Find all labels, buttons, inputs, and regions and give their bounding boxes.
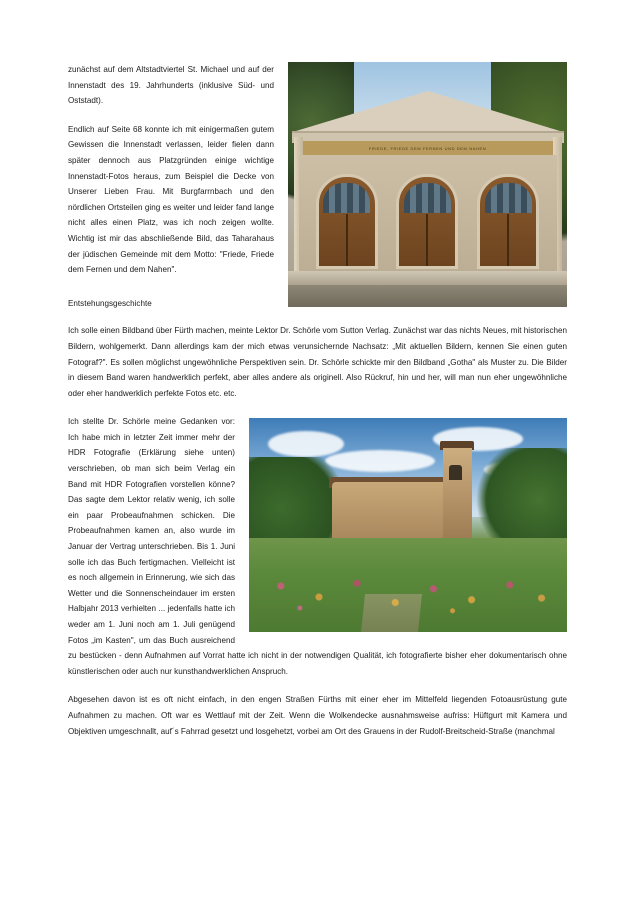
photo-taharahaus — [288, 62, 567, 307]
paragraph-innenstadt: Endlich auf Seite 68 konnte ich mit einigermaßen gutem Gewissen die Innenstadt verlassen, leider fielen dann später dennoch aus Platzgründen einige wichtige Innenstadt-Fotos heraus, zum Beispiel die Decke von Unserer Lieben Frau. Mit Burgfarrnbach und den nördlichen Ortsteilen ging es weiter und leider fand lange nicht alles einen Platz, was ich noch zeigen wollte. Wichtig ist mir das abschließende Bild, das Taharahaus der jüdischen Gemeinde mit dem Motto: "Friede, Friede dem Fernen und dem Nahen". — [68, 124, 274, 275]
paragraph-bildband: Ich solle einen Bildband über Fürth machen, meinte Lektor Dr. Schörle vom Sutton Verlag. Zunächst war das nichts Neues, mit historischen Bildern, wohlgemerkt. Dann allerdings kam der mich etwas verunsichernde Nachsatz: „Mit aktuellen Bildern, kennen Sie einen guten Fotograf?". Es sollen möglichst ungewöhnliche Perspektiven sein. Dr. Schörle schickte mir den Bildband „Gotha" als Muster zu. Die Bilder in diesem Band waren handwerklich perfekt, aber alles andere als originell. Also Rückruf, hin und her, will man nun eher ungewöhnliche oder eher handwerklich perfekte Fotos etc. etc. — [68, 326, 567, 398]
church-photo-canvas — [249, 418, 567, 632]
church-nave — [332, 482, 446, 542]
facade-body — [299, 155, 557, 272]
document-content — [68, 62, 567, 752]
foreground-ground — [288, 285, 567, 307]
paragraph-fotoausruestung: Abgesehen davon ist es oft nicht einfach, in den engen Straßen Fürths mit einer eher im Mittelfeld liegenden Fotoausrüstung gute Aufnahmen zu machen. Oft war es Wettlauf mit der Zeit. Wenn die Wolkendecke ausnahmsweise aufriss: Hüftgurt mit Kamera und Objektiven umgeschnallt, auf´s Fahrrad gesetzt und losgehetzt, vorbei am Ort des Grauens in der Rudolf-Breitscheid-Straße (manchmal — [68, 695, 567, 736]
cloud — [268, 431, 344, 457]
section-heading-entstehungsgeschichte: Entstehungsgeschichte — [68, 298, 152, 308]
tree-cluster-right — [472, 448, 567, 542]
church-tower — [443, 448, 472, 542]
photo-church — [249, 418, 567, 632]
arched-doorways — [299, 161, 557, 268]
pediment — [296, 91, 560, 131]
tower-window — [449, 465, 462, 480]
doorway-center — [396, 174, 458, 268]
building-photo-canvas — [288, 62, 567, 307]
doorway-right — [477, 174, 539, 268]
paragraph-intro: zunächst auf dem Altstadtviertel St. Michael und auf der Innenstadt des 19. Jahrhunderts (inklusive Süd- und Oststadt). — [68, 65, 274, 106]
doorway-left — [316, 174, 378, 268]
flower-bed — [249, 564, 567, 620]
frieze-inscription: FRIEDE, FRIEDE DEM FERNEN UND DEM NAHEN — [299, 141, 557, 155]
paragraph-hdr: Ich stellte Dr. Schörle meine Gedanken vor: Ich habe mich in letzter Zeit immer mehr der HDR Fotografie (Erklärung siehe unten) verschrieben, ob man sich beim Verlag ein Band mit HDR Fotografien vorstellen könne? Das sagte dem Lektor relativ wenig, ich solle ein paar Probeaufnahmen schicken. Die Probeaufnahmen kamen an, also wurde im Januar der Vertrag unterschrieben. Bis 1. Juni solle ich das Buch fertigmachen. Vielleicht ist es noch allgemein in Erinnerung, wie sich das Wetter und die Sonnenscheindauer im ersten Halbjahr 2013 verhielten ... jedenfalls hatte ich weder am 1. Juni noch am 1. Juli genügend Fotos „im Kasten", um das Buch ausreichend zu bestücken - denn Aufnahmen auf Vorrat hatte ich nicht in der notwendigen Qualität, ich fotografierte bisher eher dokumentarisch ohne künstlerischen oder auch nur kunsthandwerklichen Anspruch. — [68, 417, 567, 676]
